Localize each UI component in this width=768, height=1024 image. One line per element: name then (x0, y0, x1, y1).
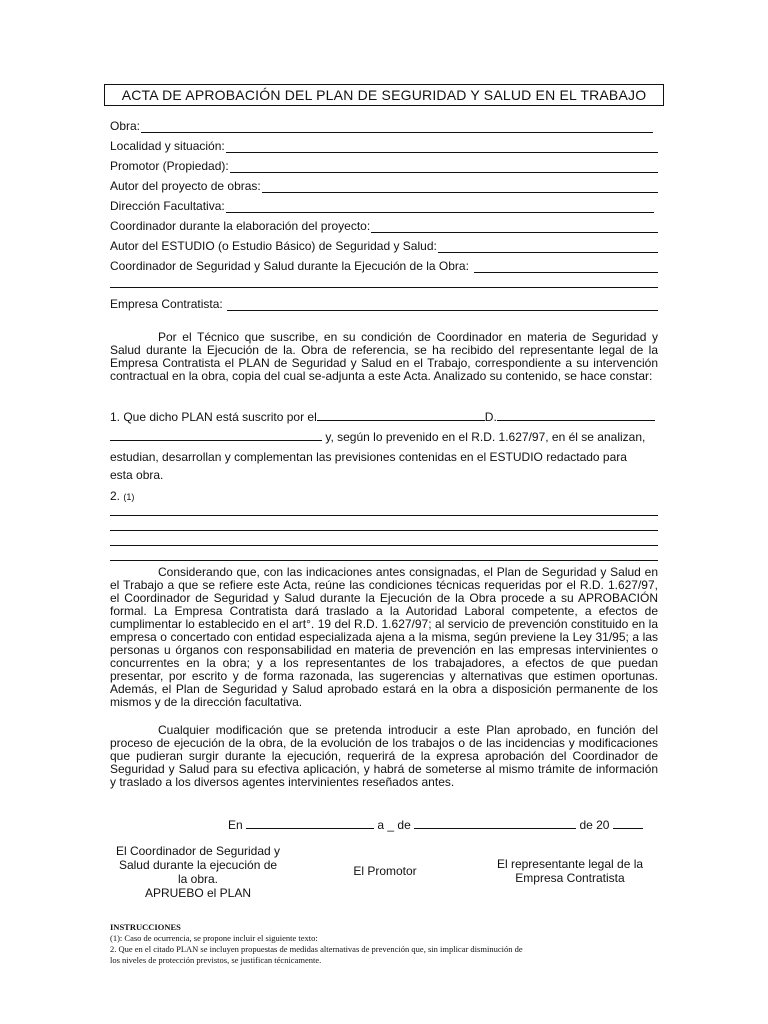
field-coordinador-ejecucion[interactable] (110, 257, 658, 273)
field-autor-estudio-label: Autor del ESTUDIO (o Estudio Básico) de Seguridad y Salud: (110, 239, 437, 253)
date-year-line[interactable] (613, 817, 643, 829)
date-en-label: En (228, 818, 243, 832)
instructions-line-1: (1): Caso de ocurrencia, se propone incluir el siguiente texto: (110, 933, 318, 943)
field-empresa[interactable] (110, 295, 658, 311)
point1-row-1 (110, 409, 658, 425)
field-localidad[interactable] (110, 137, 658, 153)
point1-name-line[interactable] (497, 409, 655, 421)
point1-row-2 (110, 429, 658, 445)
instructions-title: INSTRUCCIONES (110, 922, 181, 932)
point2-line-3[interactable] (110, 545, 658, 546)
point1-text-d: estudian, desarrollan y complementan las previsiones contenidas en el ESTUDIO redactado para (110, 450, 627, 464)
field-coordinador-ejecucion-line[interactable] (474, 261, 658, 273)
intro-text: Por el Técnico que suscribe, en su condición de Coordinador en materia de Seguridad y Salud durante la Ejecución de la. Obra de referencia, se ha recibido del representante legal de la Empresa Contratista el PLAN de Seguridad y Salud en el Trabajo, correspondiente a su intervención contractual en la obra, copia del cual se-adjunta a este Acta. Analizado su contenido, se hace constar: (110, 330, 658, 383)
sig-coordinador-line-3: la obra. (177, 872, 219, 886)
point1-text-c: y, según lo prevenido en el R.D. 1.627/97, en él se analizan, (325, 430, 646, 444)
point2-row (110, 488, 658, 504)
point1-name-cont-line[interactable] (110, 429, 322, 441)
field-coordinador-elaboracion-line[interactable] (371, 221, 658, 233)
sig-coordinador-line-2: Salud durante la ejecución de (118, 858, 278, 872)
field-autor-proyecto[interactable] (110, 177, 658, 193)
date-place-line[interactable] (246, 817, 374, 829)
sig-coordinador-line-4: APRUEBO el PLAN (144, 886, 252, 900)
sig-promotor-label: El Promotor (353, 864, 417, 878)
sig-representante-line-2: Empresa Contratista (515, 871, 625, 885)
field-obra[interactable] (110, 117, 653, 133)
instructions-line-3: los niveles de protección previstos, se justifican técnicamente. (110, 955, 322, 965)
field-empresa-line[interactable] (227, 299, 658, 311)
modificacion-text: Cualquier modificación que se pretenda introducir a este Plan aprobado, en función del proceso de ejecución de la obra, de la evolución de los trabajos o de las incidencias y modificaciones que pudieran surgir durante la ejecución, requerirá de la expresa aprobación del Coordinador de Seguridad y Salud para su efectiva aplicación, y habrá de someterse al mismo trámite de información y traslado a los diversos agentes intervinientes reseñados antes. (110, 723, 658, 789)
field-obra-label: Obra: (110, 119, 141, 133)
considerando-paragraph (110, 566, 658, 709)
point1-row-3 (110, 449, 658, 465)
point1-signer-line[interactable] (317, 409, 485, 421)
intro-paragraph (110, 331, 658, 383)
considerando-text: Considerando que, con las indicaciones antes consignadas, el Plan de Seguridad y Salud en el Trabajo a que se refiere este Acta, reúne las condiciones técnicas requeridas por el R.D. 1.627/97, el Coordinador de Seguridad y Salud durante la Ejecución de la Obra procede a su APROBACIÓN formal. La Empresa Contratista dará traslado a la Autoridad Laboral competente, a efectos de cumplimentar lo establecido en el art°. 19 del R.D. 1.627/97; al servicio de prevención constituido en la empresa o concertado con entidad especializada ajena a la misma, según previene la Ley 31/95; a las personas u órganos con responsabilidad en materia de prevención en las empresas intervinientes o concurrentes en la obra; y a los representantes de los trabajadores, a efectos de que puedan presentar, por escrito y de forma razonada, las sugerencias y alternativas que estimen oportunas. Además, el Plan de Seguridad y Salud aprobado estará en la obra a disposición permanente de los mismos y de la dirección facultativa. (110, 565, 658, 709)
document-title: ACTA DE APROBACIÓN DEL PLAN DE SEGURIDAD Y SALUD EN EL TRABAJO (104, 84, 664, 106)
point2-num: 2. (110, 489, 121, 503)
date-line (228, 817, 668, 833)
date-month-line[interactable] (414, 817, 576, 829)
point1-text-a: 1. Que dicho PLAN está suscrito por el (110, 410, 317, 424)
point2-line-1[interactable] (110, 515, 658, 516)
field-autor-estudio-line[interactable] (438, 241, 658, 253)
field-promotor-label: Promotor (Propiedad): (110, 159, 229, 173)
field-autor-proyecto-line[interactable] (262, 181, 658, 193)
signature-promotor (330, 864, 440, 878)
field-autor-proyecto-label: Autor del proyecto de obras: (110, 179, 261, 193)
field-empresa-label: Empresa Contratista: (110, 297, 223, 311)
date-de20-label: de 20 (579, 818, 610, 832)
field-promotor-line[interactable] (230, 161, 658, 173)
instructions-line-2: 2. Que en el citado PLAN se incluyen propuestas de medidas alternativas de prevención que, sin implicar disminución de (110, 944, 523, 954)
sig-coordinador-line-1: El Coordinador de Seguridad y (115, 844, 281, 858)
field-coordinador-elaboracion[interactable] (110, 217, 658, 233)
field-direccion-label: Dirección Facultativa: (110, 199, 225, 213)
point2-note-ref: (1) (123, 492, 135, 502)
sig-representante-line-1: El representante legal de la (496, 857, 644, 871)
field-direccion-line[interactable] (226, 201, 654, 213)
field-localidad-line[interactable] (226, 141, 658, 153)
modificacion-paragraph (110, 724, 658, 789)
field-direccion[interactable] (110, 197, 654, 213)
field-coordinador-ejecucion-extra-line[interactable] (110, 287, 658, 288)
point1-text-e: esta obra. (110, 468, 164, 482)
point2-line-2[interactable] (110, 530, 658, 531)
field-autor-estudio[interactable] (110, 237, 658, 253)
signature-representante (480, 857, 660, 885)
signature-coordinador (108, 844, 288, 900)
point1-text-b: D. (484, 410, 497, 424)
instructions-block (110, 922, 670, 966)
point1-row-4 (110, 467, 658, 483)
field-localidad-label: Localidad y situación: (110, 139, 225, 153)
field-obra-line[interactable] (141, 121, 653, 133)
date-a-de-label: a _ de (377, 818, 411, 832)
field-coordinador-ejecucion-label: Coordinador de Seguridad y Salud durante la Ejecución de la Obra: (110, 259, 469, 273)
field-coordinador-elaboracion-label: Coordinador durante la elaboración del proyecto: (110, 219, 371, 233)
field-promotor[interactable] (110, 157, 658, 173)
point2-line-4[interactable] (110, 560, 658, 561)
